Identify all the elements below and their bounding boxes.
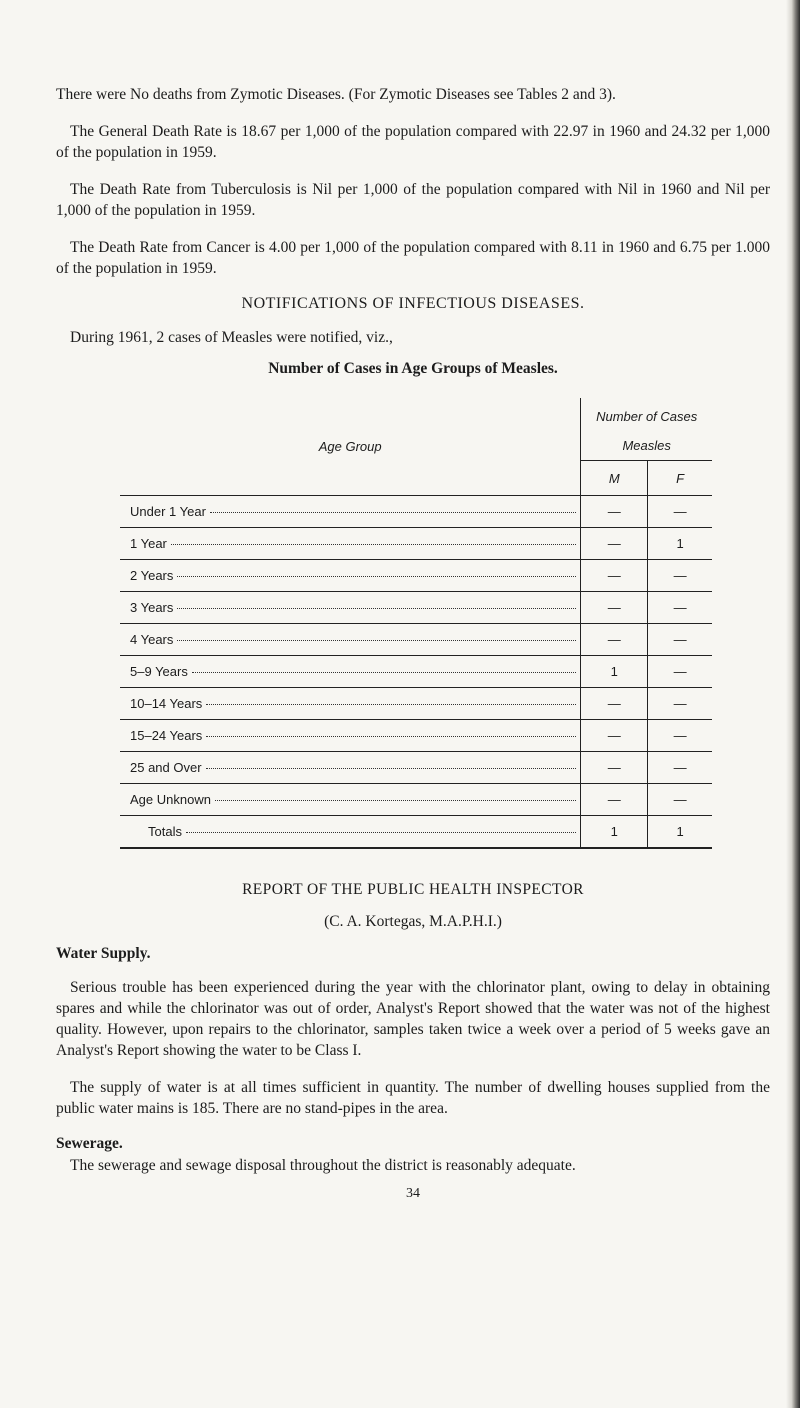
table-row [120, 624, 712, 656]
female-count-cell: — [648, 656, 712, 688]
male-count-cell: — [581, 688, 648, 720]
measles-table [120, 398, 712, 849]
age-group-cell [120, 688, 581, 720]
leader-dots [206, 767, 577, 769]
header-age-group: Age Group [120, 398, 581, 496]
general-death-rate-paragraph: The General Death Rate is 18.67 per 1,000 of the population compared with 22.97 in 1960 and 24.32 per 1,000 of the population in 1959. [56, 123, 770, 161]
age-group-label [120, 568, 580, 583]
age-group-cell [120, 656, 581, 688]
age-group-label [120, 792, 580, 807]
age-group-text: 3 Years [130, 600, 174, 615]
leader-dots [177, 575, 576, 577]
table-title: Number of Cases in Age Groups of Measles. [268, 360, 558, 377]
page-edge-shadow [786, 0, 800, 1408]
zymotic-paragraph: There were No deaths from Zymotic Diseases. (For Zymotic Diseases see Tables 2 and 3). [56, 86, 616, 103]
tuberculosis-death-rate-paragraph: The Death Rate from Tuberculosis is Nil per 1,000 of the population compared with Nil in 1960 and Nil per 1,000 of the population in 1959. [56, 181, 770, 219]
male-count-cell: — [581, 592, 648, 624]
female-count-cell: — [648, 752, 712, 784]
header-measles: Measles [581, 430, 712, 461]
table-totals-row [120, 816, 712, 849]
notifications-heading: NOTIFICATIONS OF INFECTIOUS DISEASES. [241, 295, 585, 312]
age-group-label [120, 600, 580, 615]
header-m: M [581, 461, 648, 496]
age-group-label [120, 632, 580, 647]
table-row [120, 496, 712, 528]
age-group-label [120, 696, 580, 711]
female-count-cell: — [648, 496, 712, 528]
male-count-cell: — [581, 496, 648, 528]
age-group-text: Age Unknown [130, 792, 211, 807]
age-group-cell [120, 528, 581, 560]
age-group-cell [120, 784, 581, 816]
table-row [120, 528, 712, 560]
table-row [120, 592, 712, 624]
table-row [120, 656, 712, 688]
age-group-text: 10–14 Years [130, 696, 203, 711]
age-group-text: Under 1 Year [130, 504, 206, 519]
water-supply-paragraph-1: Serious trouble has been experienced during the year with the chlorinator plant, owing to delay in obtaining spares and while the chlorinator was out of order, Analyst's Report showed that the water was not of the highest quality. However, upon repairs to the chlorinator, samples taken twice a week over a period of 5 weeks gave an Analyst's Report showing the water to be Class I. [56, 979, 770, 1059]
age-group-cell [120, 720, 581, 752]
age-group-label [120, 504, 580, 519]
leader-dots [171, 543, 576, 545]
age-group-label [120, 824, 580, 839]
male-count-cell: 1 [581, 656, 648, 688]
age-group-cell [120, 560, 581, 592]
male-count-cell: — [581, 784, 648, 816]
male-count-cell: — [581, 560, 648, 592]
leader-dots [177, 639, 576, 641]
age-group-cell [120, 752, 581, 784]
age-group-cell [120, 496, 581, 528]
female-count-cell: — [648, 592, 712, 624]
age-group-text: 15–24 Years [130, 728, 203, 743]
table-row [120, 784, 712, 816]
table-row [120, 752, 712, 784]
female-count-cell: — [648, 720, 712, 752]
sewerage-paragraph: The sewerage and sewage disposal throughout the district is reasonably adequate. [70, 1157, 576, 1174]
leader-dots [210, 511, 576, 513]
table-row [120, 720, 712, 752]
notifications-intro: During 1961, 2 cases of Measles were notified, viz., [70, 329, 393, 346]
male-count-cell: — [581, 752, 648, 784]
age-group-label [120, 664, 580, 679]
male-count-cell: — [581, 624, 648, 656]
female-count-cell: — [648, 624, 712, 656]
leader-dots [215, 799, 576, 801]
female-count-cell: — [648, 688, 712, 720]
female-count-cell: 1 [648, 528, 712, 560]
header-number-of-cases: Number of Cases [581, 398, 712, 430]
report-byline: (C. A. Kortegas, M.A.P.H.I.) [324, 913, 502, 930]
age-group-text: 25 and Over [130, 760, 202, 775]
male-count-cell: — [581, 528, 648, 560]
age-group-text: Totals [148, 824, 182, 839]
age-group-label [120, 536, 580, 551]
leader-dots [186, 831, 576, 833]
female-count-cell: — [648, 560, 712, 592]
document-page [56, 84, 770, 1202]
age-group-text: 2 Years [130, 568, 174, 583]
water-supply-heading: Water Supply. [56, 945, 151, 962]
age-group-cell [120, 592, 581, 624]
cancer-death-rate-paragraph: The Death Rate from Cancer is 4.00 per 1,000 of the population compared with 8.11 in 1960 and 6.75 per 1.000 of the population in 1959. [56, 239, 770, 277]
page-number: 34 [406, 1186, 420, 1201]
age-group-label [120, 760, 580, 775]
leader-dots [177, 607, 576, 609]
age-group-text: 5–9 Years [130, 664, 188, 679]
age-group-text: 1 Year [130, 536, 167, 551]
table-header-row-1 [120, 398, 712, 430]
table-row [120, 688, 712, 720]
age-group-cell [120, 624, 581, 656]
water-supply-paragraph-2: The supply of water is at all times sufficient in quantity. The number of dwelling houses supplied from the public water mains is 185. There are no stand-pipes in the area. [56, 1079, 770, 1117]
male-count-cell: — [581, 720, 648, 752]
leader-dots [206, 735, 576, 737]
sewerage-heading: Sewerage. [56, 1135, 123, 1152]
age-group-label [120, 728, 580, 743]
female-count-cell: — [648, 784, 712, 816]
age-group-cell [120, 816, 581, 849]
header-f: F [648, 461, 712, 496]
leader-dots [192, 671, 577, 673]
leader-dots [206, 703, 576, 705]
age-group-text: 4 Years [130, 632, 174, 647]
female-count-cell: 1 [648, 816, 712, 849]
table-row [120, 560, 712, 592]
report-title: REPORT OF THE PUBLIC HEALTH INSPECTOR [242, 881, 584, 898]
male-count-cell: 1 [581, 816, 648, 849]
